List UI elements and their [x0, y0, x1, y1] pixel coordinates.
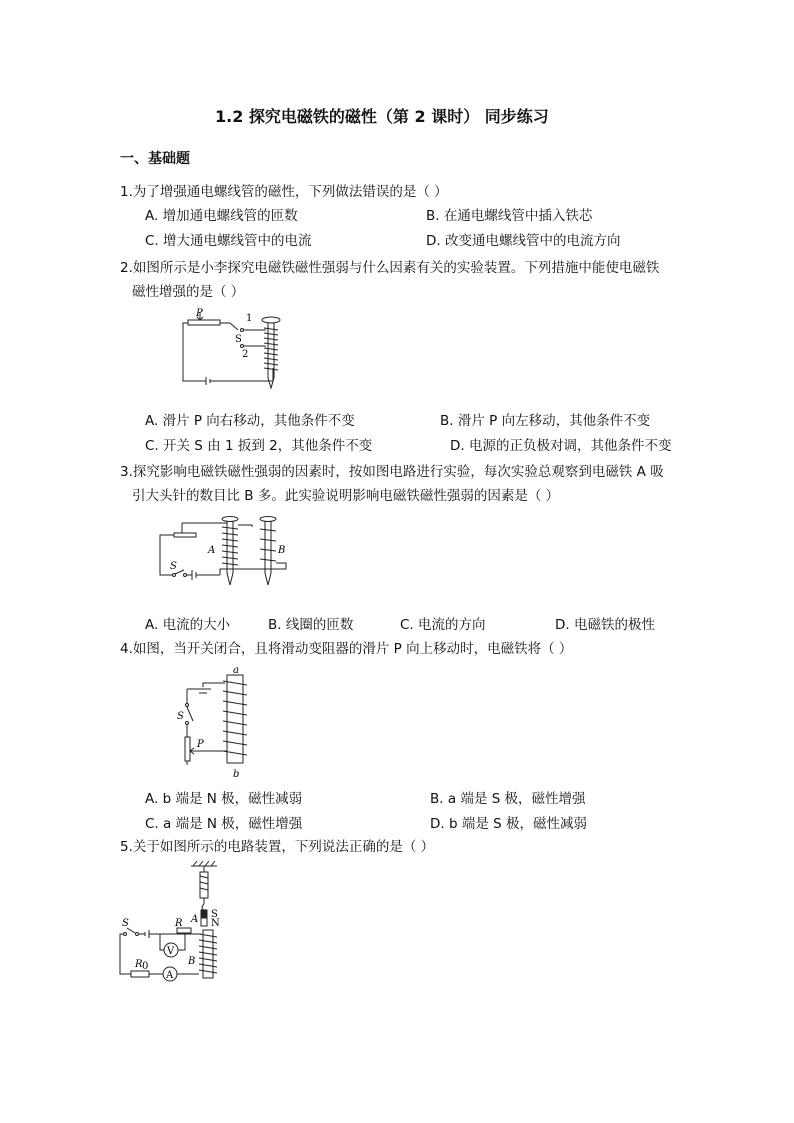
question-3-figure [152, 513, 292, 593]
question-4-option-c: C. a 端是 N 极，磁性增强 [145, 816, 303, 832]
fig3-label-s: S [170, 561, 177, 572]
question-1-option-a: A. 增加通电螺线管的匝数 [145, 208, 298, 224]
fig5-label-a: A [191, 914, 199, 925]
question-2-figure [178, 308, 288, 400]
fig4-label-a: a [233, 665, 239, 676]
fig4-label-b: b [233, 769, 240, 780]
section-heading: 一、基础题 [120, 151, 190, 167]
fig2-label-p: P [196, 308, 203, 319]
question-1-option-c: C. 增大通电螺线管中的电流 [145, 233, 312, 249]
page-title: 1.2 探究电磁铁的磁性（第 2 课时） 同步练习 [215, 107, 549, 126]
question-3-stem-line2: 引大头针的数目比 B 多。此实验说明影响电磁铁磁性强弱的因素是（ ） [132, 488, 560, 504]
question-2-stem-line2: 磁性增强的是（ ） [132, 284, 245, 300]
question-4-figure [175, 665, 255, 783]
question-5-figure [115, 860, 230, 985]
question-2-option-a: A. 滑片 P 向右移动，其他条件不变 [145, 413, 355, 429]
fig5-label-r0: R [135, 959, 143, 970]
question-2-option-b: B. 滑片 P 向左移动，其他条件不变 [440, 413, 651, 429]
fig5-ammeter-label: A [166, 970, 174, 981]
question-2-option-d: D. 电源的正负极对调，其他条件不变 [450, 438, 672, 454]
fig5-label-s: S [122, 918, 129, 929]
fig2-label-2: 2 [242, 349, 249, 360]
question-2-option-c: C. 开关 S 由 1 扳到 2，其他条件不变 [145, 438, 373, 454]
question-4-stem: 4.如图，当开关闭合，且将滑动变阻器的滑片 P 向上移动时，电磁铁将（ ） [120, 641, 573, 657]
question-3-option-c: C. 电流的方向 [400, 617, 486, 633]
question-3-option-d: D. 电磁铁的极性 [555, 617, 655, 633]
fig2-label-s: S [235, 334, 242, 345]
fig5-label-b: B [188, 956, 196, 967]
question-1-option-d: D. 改变通电螺线管中的电流方向 [426, 233, 621, 249]
fig5-magnet-n: N [211, 918, 220, 929]
fig2-label-1: 1 [246, 313, 253, 324]
fig3-label-a: A [208, 545, 216, 556]
question-3-option-a: A. 电流的大小 [145, 617, 231, 633]
question-1-option-b: B. 在通电螺线管中插入铁芯 [426, 208, 593, 224]
question-2-stem-line1: 2.如图所示是小李探究电磁铁磁性强弱与什么因素有关的实验装置。下列措施中能使电磁铁 [120, 260, 660, 276]
question-4-option-b: B. a 端是 S 极，磁性增强 [430, 791, 586, 807]
fig4-label-s: S [177, 711, 184, 722]
question-3-stem-line1: 3.探究影响电磁铁磁性强弱的因素时，按如图电路进行实验，每次实验总观察到电磁铁 A 吸 [120, 464, 664, 480]
fig5-label-r: R [175, 918, 183, 929]
question-1-stem: 1.为了增强通电螺线管的磁性，下列做法错误的是（ ） [120, 184, 448, 200]
fig3-label-b: B [278, 545, 286, 556]
fig5-magnet-s: S [211, 909, 218, 920]
fig5-voltmeter-label: V [167, 946, 175, 957]
fig4-label-p: P [197, 739, 204, 750]
fig5-label-r0-sub: 0 [142, 961, 149, 972]
question-3-option-b: B. 线圈的匝数 [268, 617, 354, 633]
question-5-stem: 5.关于如图所示的电路装置，下列说法正确的是（ ） [120, 839, 435, 855]
question-4-option-d: D. b 端是 S 极，磁性减弱 [430, 816, 587, 832]
question-4-option-a: A. b 端是 N 极，磁性减弱 [145, 791, 303, 807]
